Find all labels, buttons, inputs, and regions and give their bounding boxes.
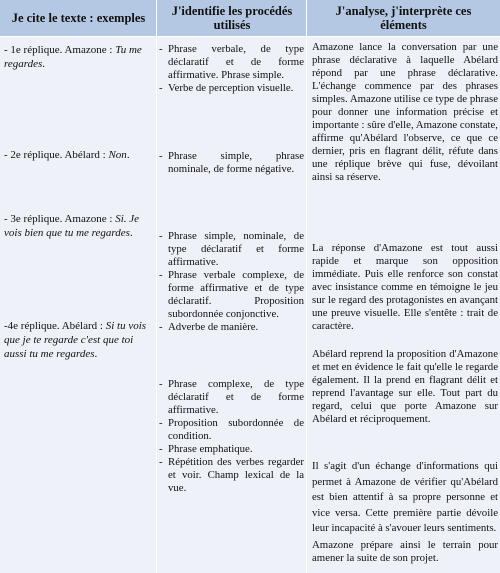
example-item: - 1e réplique. Amazone : Tu me regardes. (4, 44, 142, 70)
row-divider (0, 36, 500, 37)
analysis-paragraph: Amazone prépare ainsi le terrain pour amener la suite de son projet. (312, 539, 498, 564)
citation: Non (108, 149, 127, 161)
procede-item: - Phrase emphatique. (158, 443, 304, 456)
procedes-list (158, 150, 304, 176)
analysis-paragraph: Abélard reprend la proposition d'Amazone et met en évidence le fait qu'elle le regarde également. Il la prend en flagrant délit et reprend l'avantage sur elle. Tout part du regard, celui que porte Amazone sur Abélard et réciproquement. (312, 348, 498, 425)
procede-item: - Phrase simple, nominale, de type déclaratif et forme affirmative. (158, 230, 304, 269)
header-analyse: J'analyse, j'interprète ces éléments (335, 4, 472, 32)
procede-item: - Répétition des verbes regarder et voir. Champ lexical de la vue. (158, 456, 304, 495)
analysis-paragraph: Amazone lance la conversation par une phrase déclarative à laquelle Abélard répond par une phrase déclarative. L'échange commence par des phrases simples. Amazone utilise ce type de phrase pour donner une information précise et importante : sûre d'elle, Amazone constate, affirme qu'Abélard l'observe, ce que ce dernier, pris en flagrant délit, réfute dans une réplique brève qui fuse, dévoilant ainsi sa réserve. (312, 41, 498, 183)
procede-item: - Phrase complexe, de type déclaratif et de forme affirmative. (158, 378, 304, 417)
procede-item: - Adverbe de manière. (158, 321, 304, 334)
citation: Si tu vois que je te regarde c'est que toi aussi tu me regardes (4, 320, 147, 360)
analysis-paragraph: Il s'agit d'un échange d'informations qui permet à Amazone de vérifier qu'Abélard est bien attentif à sa propre personne et vice versa. Cette première partie dévoile leur incapacité à s'avouer leurs sentiments. (312, 460, 498, 534)
example-item: -4e réplique. Abélard : Si tu vois que je te regarde c'est que toi aussi tu me regardes. (4, 320, 147, 360)
procede-item: - Phrase simple, phrase nominale, de forme négative. (158, 150, 304, 176)
column-divider (156, 0, 157, 573)
procede-item: - Phrase verbale, de type déclaratif et de forme affirmative. Phrase simple. (158, 43, 304, 82)
citation: Si. Je vois bien que tu me regardes (4, 213, 140, 239)
header-examples: Je cite le texte : exemples (11, 11, 146, 25)
citation: Tu me regardes (4, 44, 142, 70)
procedes-list (158, 43, 304, 95)
header-procedes: J'identifie les procédés utilisés (171, 4, 293, 32)
procede-item: - Verbe de perception visuelle. (158, 82, 304, 95)
procede-item: - Phrase verbale complexe, de forme affirmative et de type déclaratif. Proposition subordonnée conjonctive. (158, 269, 304, 321)
example-item: - 2e réplique. Abélard : Non. (4, 149, 130, 161)
analysis-paragraph: La réponse d'Amazone est tout aussi rapide et marque son opposition immédiate. Puis elle renforce son constat avec insistance comme en témoigne le jeu sur le regard des protagonistes en avançant une preuve visuelle. Elle s'entête : trait de caractère. (312, 242, 498, 332)
procede-item: - Proposition subordonnée de condition. (158, 417, 304, 443)
table-header (0, 0, 500, 36)
column-divider (306, 0, 307, 573)
procedes-list (158, 230, 304, 334)
procedes-list (158, 378, 304, 495)
example-item: - 3e réplique. Amazone : Si. Je vois bien que tu me regardes. (4, 213, 140, 239)
